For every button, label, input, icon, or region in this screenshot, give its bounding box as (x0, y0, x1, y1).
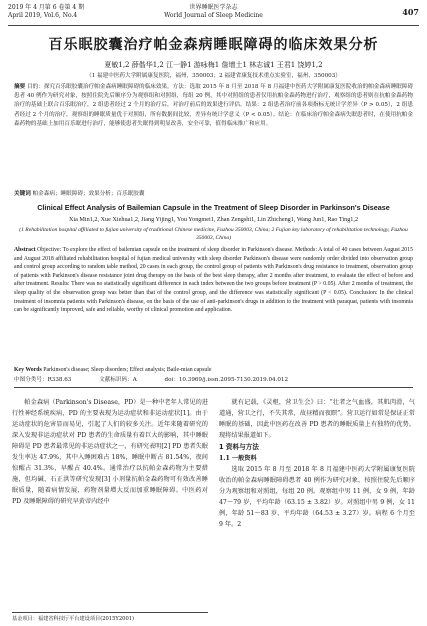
english-affiliation: (1 Rehabilitation hospital affiliated to fujian university of traditional Chinese medicine, Fuzhou 350003, China; 2 Fujian key laboratory of rehabilitation technology, Fuzhou 350003, China) (19, 227, 408, 242)
body-paragraph: 就有记载，《灵枢，营卫生会》曰：“壮者之气血盛，其肌肉滑，气道通，营卫之行，不失其常，故昼精而夜瞑”。营卫运行如常是保证正常睡眠的基础，因此中医药在改善 PD 患者的睡眠质量上有独特的优势。现将结果报道如下。 (219, 399, 415, 439)
abstract-en (14, 246, 413, 315)
abstract-cn (14, 83, 413, 129)
keywords-cn (14, 190, 413, 198)
affiliation: （1 福建中医药大学附属康复医院，福州，350003；2 福建省康复技术重点实验室，福州，350003） (86, 73, 341, 79)
english-authors: Xia Min1,2, Xue Xiehua1,2, Jiang Yijing1, You Yongmei1, Zhan Zengshi1, Lin Zhicheng1, Wang Jun1, Rao Ting1,2 (68, 216, 359, 223)
abstract-en-text: Objective: To explore the effect of bailemian capsule on the treatment of sleep disorder in Parkinson's disease. Methods: A total of 40 cases between August 2015 and August 2018 affiliated rehabilitation hospital of fujian medical university with sleep disorder Parkinson's disease were randomly order divided into observation group and control group according to random table method, 20 cases in each group, the control group of patients with Parkinson's drug resistance to treatment, observation group of patients with Parkinson's disease resistance joint drug therapy on the basis of the best sleep therapy, after 2 months after treatment, to evaluate the effect of before and after treatment. Results: There was no statistically significant difference in each index between the two groups before treatment (P > 0.05). After 2 months of treatment, the sleep quality of the observation group was better than that of the control group, and the difference was statistically significant (P < 0.05). Conclusion: In the clinical treatment of insomnia patients with Parkinson's disease, on the basis of the use of anti-parkinson's drugs in addition to the treatment with paraquat, patients with insomnia can be significantly improved, safe and reliable, worthy of clinical promotion and application. (14, 247, 413, 314)
section-heading: 1 资料与方法 (219, 443, 259, 451)
clc-number: 中图分类号：R338.63 (14, 377, 72, 383)
journal-name: 世界睡眠医学杂志 World Journal of Sleep Medicine (164, 4, 263, 19)
running-header (8, 4, 419, 26)
abstract-cn-label: 摘要 (14, 84, 26, 90)
english-title: Clinical Effect Analysis of Bailemian Capsule in the Treatment of Sleep Disorder in Parkinson's Disease (37, 203, 390, 212)
subsection-heading: 1.1 一般资料 (219, 455, 257, 462)
funding-footnote: 基金项目：福建省科技厅平台建设项目(2015Y2001) (12, 612, 208, 622)
keywords-en (14, 366, 413, 374)
doi: doi：10.3969/j.issn.2095-7130.2019.04.012 (164, 377, 289, 383)
body-column-right (219, 397, 415, 530)
article-meta (14, 376, 413, 388)
keywords-en-label: Key Words (14, 367, 42, 373)
body-paragraph: 选取 2015 年 8 月至 2018 年 8 月福建中医药大学附属康复医院收治的帕金森病睡眠障碍患者 40 例作为研究对象，按照住院先后顺序分为观察组和对照组，每组 20 例。观察组中男 11 例，女 9 例，年龄 47～79 岁，平均年龄（63.15 ± 3.82）岁。对照组中男 9 例，女 11 例，年龄 51～83 岁，平均年龄（64.53 ± 3.27）岁。病程 6 个月至 9 年。2 (219, 466, 415, 528)
page-number: 407 (402, 7, 419, 17)
paper-title: 百乐眠胶囊治疗帕金森病睡眠障碍的临床效果分析 (48, 37, 379, 53)
keywords-cn-text: 帕金森病；睡眠障碍；效果分析；百乐眠胶囊 (32, 191, 145, 197)
body-column-left (12, 397, 208, 507)
abstract-en-label: Abstract (14, 247, 36, 253)
abstract-cn-text: 目的：探究百乐眠胶囊治疗帕金森病睡眠障碍的临床效果。方法：选取 2015 年 8 月至 2018 年 8 月福建中医药大学附属康复医院收治的帕金森病睡眠障碍患者 40 例作为研究对象，按照住院先后顺序分为观察组和对照组，每组 20 例，其中对照组的患者仅用抗帕金森药物进行治疗，观察组的患者则在抗帕金森药物治疗的基础上联合百乐眠治疗，2 组患者经过 2 个月的治疗后，对治疗前后的效果进行评估。结果：2 组患者治疗前各项指标无统计学差异（P > 0.05），2 组患者经过 2 个月的治疗，观察组的睡眠质量优于对照组，所有数据间比较，差异有统计学意义（P < 0.05）。结论：在临床治疗帕金森病失眠患者时，在使用抗帕金森药物的基础上加用百乐眠进行治疗，能够使患者失眠得到明显改善，安全可靠，值得临床推广和应用。 (14, 84, 413, 127)
document-code: 文献标识码：A (99, 377, 137, 383)
author-list: 夏敏1,2 薛偕华1,2 江一静1 游咏梅1 詹增土1 林志诚1 王君1 饶婷1,2 (104, 61, 323, 69)
journal-issue: 2019 年 4 月第 6 卷第 4 期 April 2019, Vol.6, No.4 (8, 4, 85, 19)
keywords-cn-label: 关键词 (14, 191, 31, 197)
body-paragraph: 帕金森病（Parkinson's Disease，PD）是一种中老年人常见的进行性神经系统疾病，PD 的主要表现为运动症状和非运动症状[1]。由于运动症状的危害显而易见，引起了人们的较多关注。近年来随着研究的深入发现非运动症状对 PD 患者的生命质量有着巨大的影响，其中睡眠障碍是 PD 患者最常见的非运动症状之一，有研究表明[2] PD 患者失眠发生率达 47.9%，其中入睡困难占 18%，睡眠中断占 81.54%，夜间惊醒占 31.3%，早醒占 40.4%。通常治疗以抗帕金森药物为主要措施，但均碱、石正洪等研究发现[3] 小剂量抗帕金森药物可有效改善睡眠质量，随着病情发展，药物剂量增大反而加重睡眠障碍。中医药对 PD 及睡眠障碍的研究早黄帝内经中 (12, 399, 208, 505)
keywords-en-text: Parkinson's disease; Sleep disorders; Effect analysis; Baile-mian capsule (43, 367, 212, 373)
